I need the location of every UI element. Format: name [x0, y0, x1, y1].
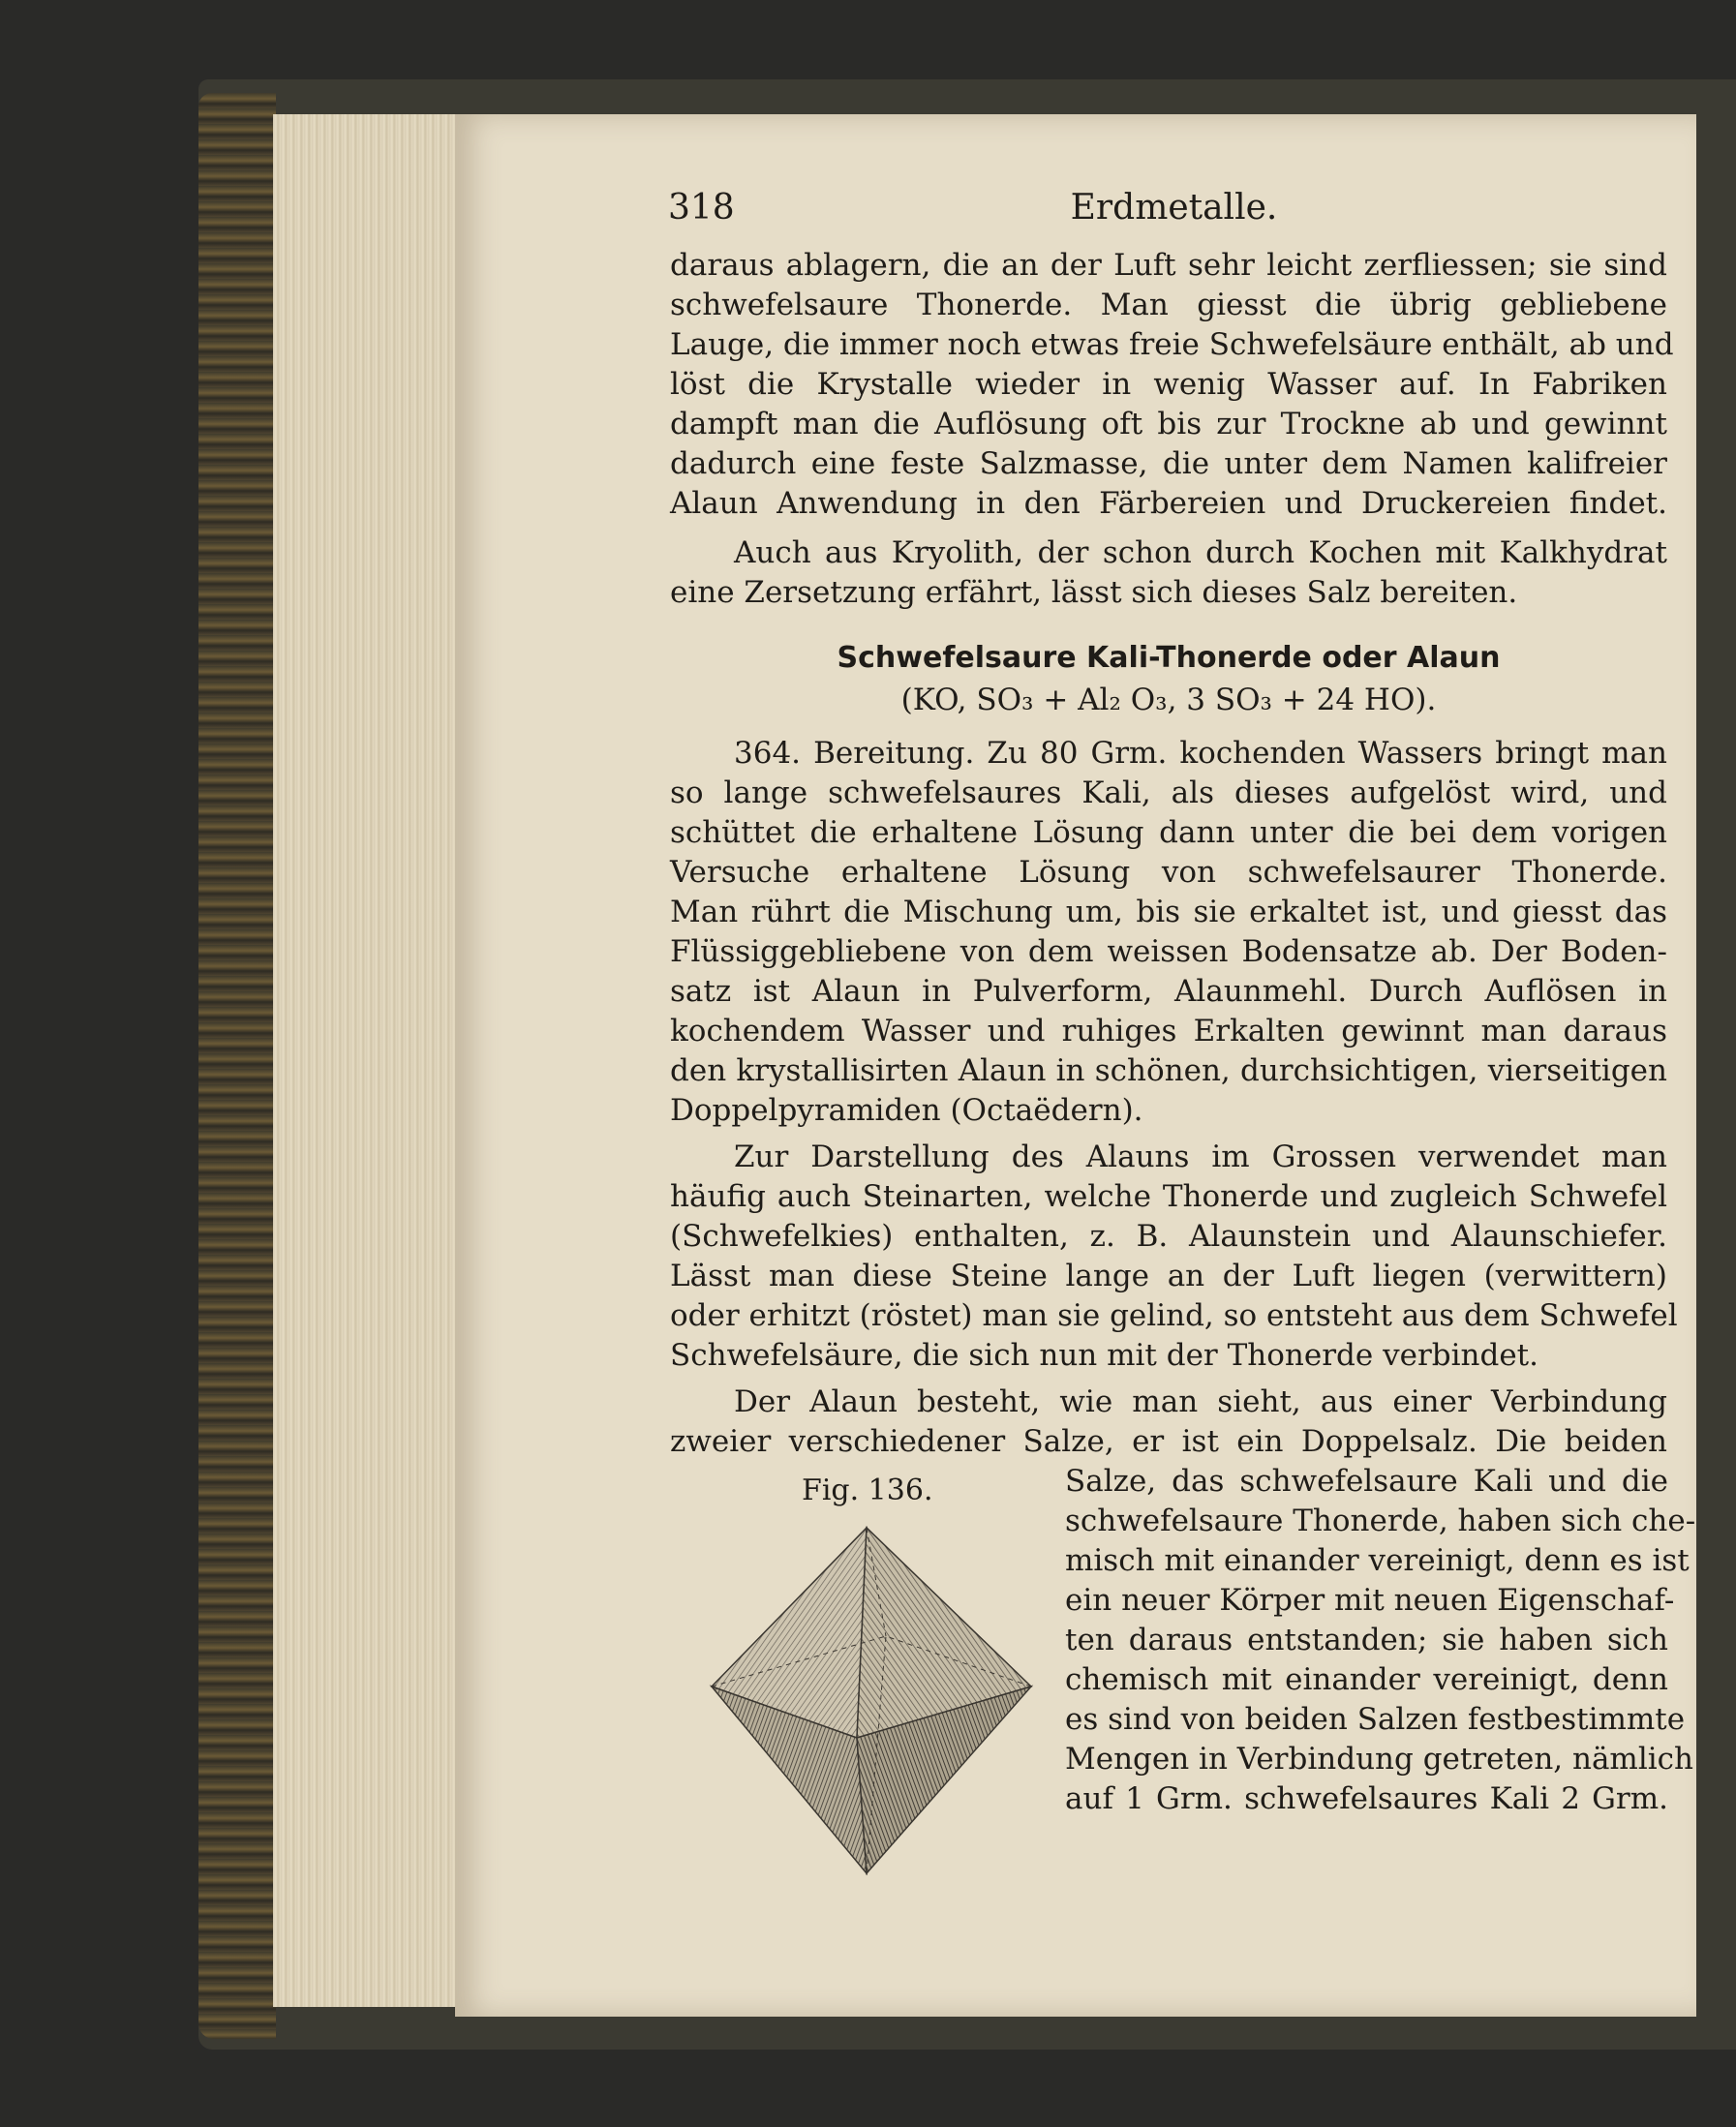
- text-line: misch mit einander vereinigt, denn es ist: [1065, 1543, 1690, 1578]
- text-line: Flüssiggebliebene von dem weissen Bodensatze ab. Der Boden-: [670, 934, 1667, 969]
- text-line: Salze, das schwefelsaure Kali und die: [1065, 1464, 1668, 1499]
- text-line: Alaun Anwendung in den Färbereien und Druckereien findet.: [670, 486, 1667, 521]
- text-line: 364. Bereitung. Zu 80 Grm. kochenden Wassers bringt man: [734, 736, 1667, 771]
- running-head: [668, 182, 1680, 234]
- text-line: zweier verschiedener Salze, er ist ein Doppelsalz. Die beiden: [670, 1424, 1667, 1459]
- text-line: schüttet die erhaltene Lösung dann unter die bei dem vorigen: [670, 815, 1667, 850]
- text-line: kochendem Wasser und ruhiges Erkalten gewinnt man daraus: [670, 1014, 1667, 1048]
- text-line: häufig auch Steinarten, welche Thonerde und zugleich Schwefel: [670, 1179, 1667, 1214]
- text-line: es sind von beiden Salzen festbestimmte: [1065, 1702, 1686, 1737]
- text-line: Lauge, die immer noch etwas freie Schwefelsäure enthält, ab und: [670, 327, 1674, 362]
- text-line: Mengen in Verbindung getreten, nämlich: [1065, 1742, 1693, 1777]
- text-line: Man rührt die Mischung um, bis sie erkaltet ist, und giesst das: [670, 895, 1667, 929]
- text-line: ten daraus entstanden; sie haben sich: [1065, 1623, 1668, 1657]
- text-line: den krystallisirten Alaun in schönen, durchsichtigen, vierseitigen: [670, 1053, 1667, 1088]
- octahedron-illustration-icon: [707, 1520, 1046, 1883]
- text-line: (Schwefelkies) enthalten, z. B. Alaunstein und Alaunschiefer.: [670, 1219, 1667, 1254]
- text-line: Doppelpyramiden (Octaëdern).: [670, 1093, 1143, 1128]
- text-line: eine Zersetzung erfährt, lässt sich dieses Salz bereiten.: [670, 575, 1518, 610]
- text-line: daraus ablagern, die an der Luft sehr leicht zerfliessen; sie sind: [670, 248, 1667, 283]
- text-line: Zur Darstellung des Alauns im Grossen verwendet man: [734, 1139, 1667, 1174]
- text-line: auf 1 Grm. schwefelsaures Kali 2 Grm.: [1065, 1781, 1668, 1816]
- text-line: Auch aus Kryolith, der schon durch Kochen mit Kalkhydrat: [734, 535, 1667, 570]
- text-line: Versuche erhaltene Lösung von schwefelsaurer Thonerde.: [670, 855, 1667, 890]
- text-line: löst die Krystalle wieder in wenig Wasser auf. In Fabriken: [670, 367, 1667, 402]
- text-line: oder erhitzt (röstet) man sie gelind, so entsteht aus dem Schwefel: [670, 1298, 1678, 1333]
- text-line: Schwefelsäure, die sich nun mit der Thonerde verbindet.: [670, 1338, 1538, 1373]
- figure-caption: Fig. 136.: [802, 1474, 933, 1507]
- text-line: ein neuer Körper mit neuen Eigenschaf-: [1065, 1583, 1675, 1618]
- running-title: Erdmetalle.: [1070, 188, 1278, 228]
- text-line: Lässt man diese Steine lange an der Luft liegen (verwittern): [670, 1259, 1667, 1293]
- text-line: dadurch eine feste Salzmasse, die unter dem Namen kalifreier: [670, 446, 1667, 481]
- chemical-formula: (KO, SO₃ + Al₂ O₃, 3 SO₃ + 24 HO).: [900, 683, 1437, 717]
- text-line: schwefelsaure Thonerde, haben sich che-: [1065, 1504, 1696, 1538]
- text-line: dampft man die Auflösung oft bis zur Trockne ab und gewinnt: [670, 407, 1667, 441]
- page-number: 318: [668, 188, 735, 228]
- text-line: Der Alaun besteht, wie man sieht, aus einer Verbindung: [734, 1384, 1667, 1419]
- text-line: satz ist Alaun in Pulverform, Alaunmehl. Durch Auflösen in: [670, 974, 1667, 1009]
- text-line: schwefelsaure Thonerde. Man giesst die übrig gebliebene: [670, 288, 1667, 322]
- text-line: so lange schwefelsaures Kali, als dieses aufgelöst wird, und: [670, 775, 1667, 810]
- text-line: chemisch mit einander vereinigt, denn: [1065, 1662, 1668, 1697]
- section-heading: Schwefelsaure Kali-Thonerde oder Alaun: [837, 641, 1501, 675]
